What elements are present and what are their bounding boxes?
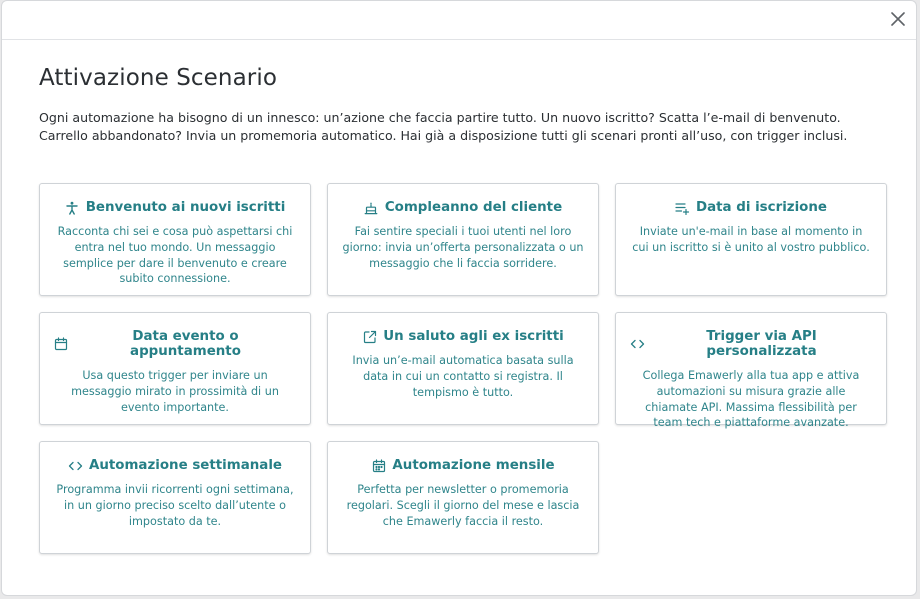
card-description: Usa questo trigger per inviare un messaggio mirato in prossimità di un evento importante. bbox=[71, 369, 279, 414]
card-title: Automazione settimanale bbox=[88, 458, 283, 473]
card-description: Perfetta per newsletter o promemoria regolari. Scegli il giorno del mese e lascia che Emawerly faccia il resto. bbox=[346, 483, 580, 528]
card-description: Collega Emawerly alla tua app e attiva automazioni su misura grazie alle chiamate API. Massima flessibilità per team tech e piattaforme avanzate. bbox=[642, 369, 860, 430]
close-button[interactable] bbox=[889, 10, 907, 28]
close-icon bbox=[891, 12, 905, 26]
card-title: Compleanno del cliente bbox=[384, 200, 563, 215]
scenario-card-birthday[interactable] bbox=[327, 183, 599, 296]
calendar-grid-icon bbox=[371, 458, 386, 473]
scenario-card-api-trigger[interactable] bbox=[615, 312, 887, 430]
person-icon bbox=[65, 200, 80, 215]
external-link-icon bbox=[362, 329, 377, 344]
cake-icon bbox=[364, 200, 379, 215]
modal-header bbox=[2, 1, 916, 40]
card-title: Automazione mensile bbox=[392, 458, 555, 473]
scenario-card-signup-date[interactable] bbox=[615, 183, 887, 296]
scenario-card-weekly[interactable] bbox=[39, 441, 311, 554]
card-title: Data evento o appuntamento bbox=[130, 329, 241, 359]
modal-description: Ogni automazione ha bisogno di un innesco: un’azione che faccia partire tutto. Un nuovo iscritto? Scatta l’e-mail di benvenuto. Carrello abbandonato? Invia un promemoria automatico. Hai già a disposizione tutti gli scenari pronti all’uso, con trigger inclusi. bbox=[39, 110, 848, 143]
code-icon bbox=[630, 337, 645, 352]
list-add-icon bbox=[675, 200, 690, 215]
card-title: Un saluto agli ex iscritti bbox=[383, 329, 564, 344]
card-title: Trigger via API personalizzata bbox=[706, 329, 817, 359]
scenario-grid bbox=[39, 183, 887, 554]
card-title: Data di iscrizione bbox=[696, 200, 827, 215]
calendar-icon bbox=[54, 337, 69, 352]
scenario-activation-modal bbox=[1, 0, 917, 596]
card-title: Benvenuto ai nuovi iscritti bbox=[85, 200, 286, 215]
scenario-card-former-subscribers[interactable] bbox=[327, 312, 599, 425]
scenario-card-monthly[interactable] bbox=[327, 441, 599, 554]
modal-title: Attivazione Scenario bbox=[39, 65, 278, 91]
card-description: Invia un’e-mail automatica basata sulla data in cui un contatto si registra. Il tempismo è tutto. bbox=[352, 354, 574, 399]
card-description: Inviate un'e-mail in base al momento in cui un iscritto si è unito al vostro pubblico. bbox=[632, 225, 870, 254]
card-description: Programma invii ricorrenti ogni settimana, in un giorno preciso scelto dall’utente o impostato da te. bbox=[56, 483, 294, 528]
code-icon bbox=[68, 458, 83, 473]
card-description: Racconta chi sei e cosa può aspettarsi chi entra nel tuo mondo. Un messaggio semplice per dare il benvenuto e creare subito connessione. bbox=[57, 225, 293, 286]
scenario-card-welcome[interactable] bbox=[39, 183, 311, 296]
card-description: Fai sentire speciali i tuoi utenti nel loro giorno: invia un’offerta personalizzata o un messaggio che li faccia sorridere. bbox=[342, 225, 584, 270]
scenario-card-event-date[interactable] bbox=[39, 312, 311, 425]
